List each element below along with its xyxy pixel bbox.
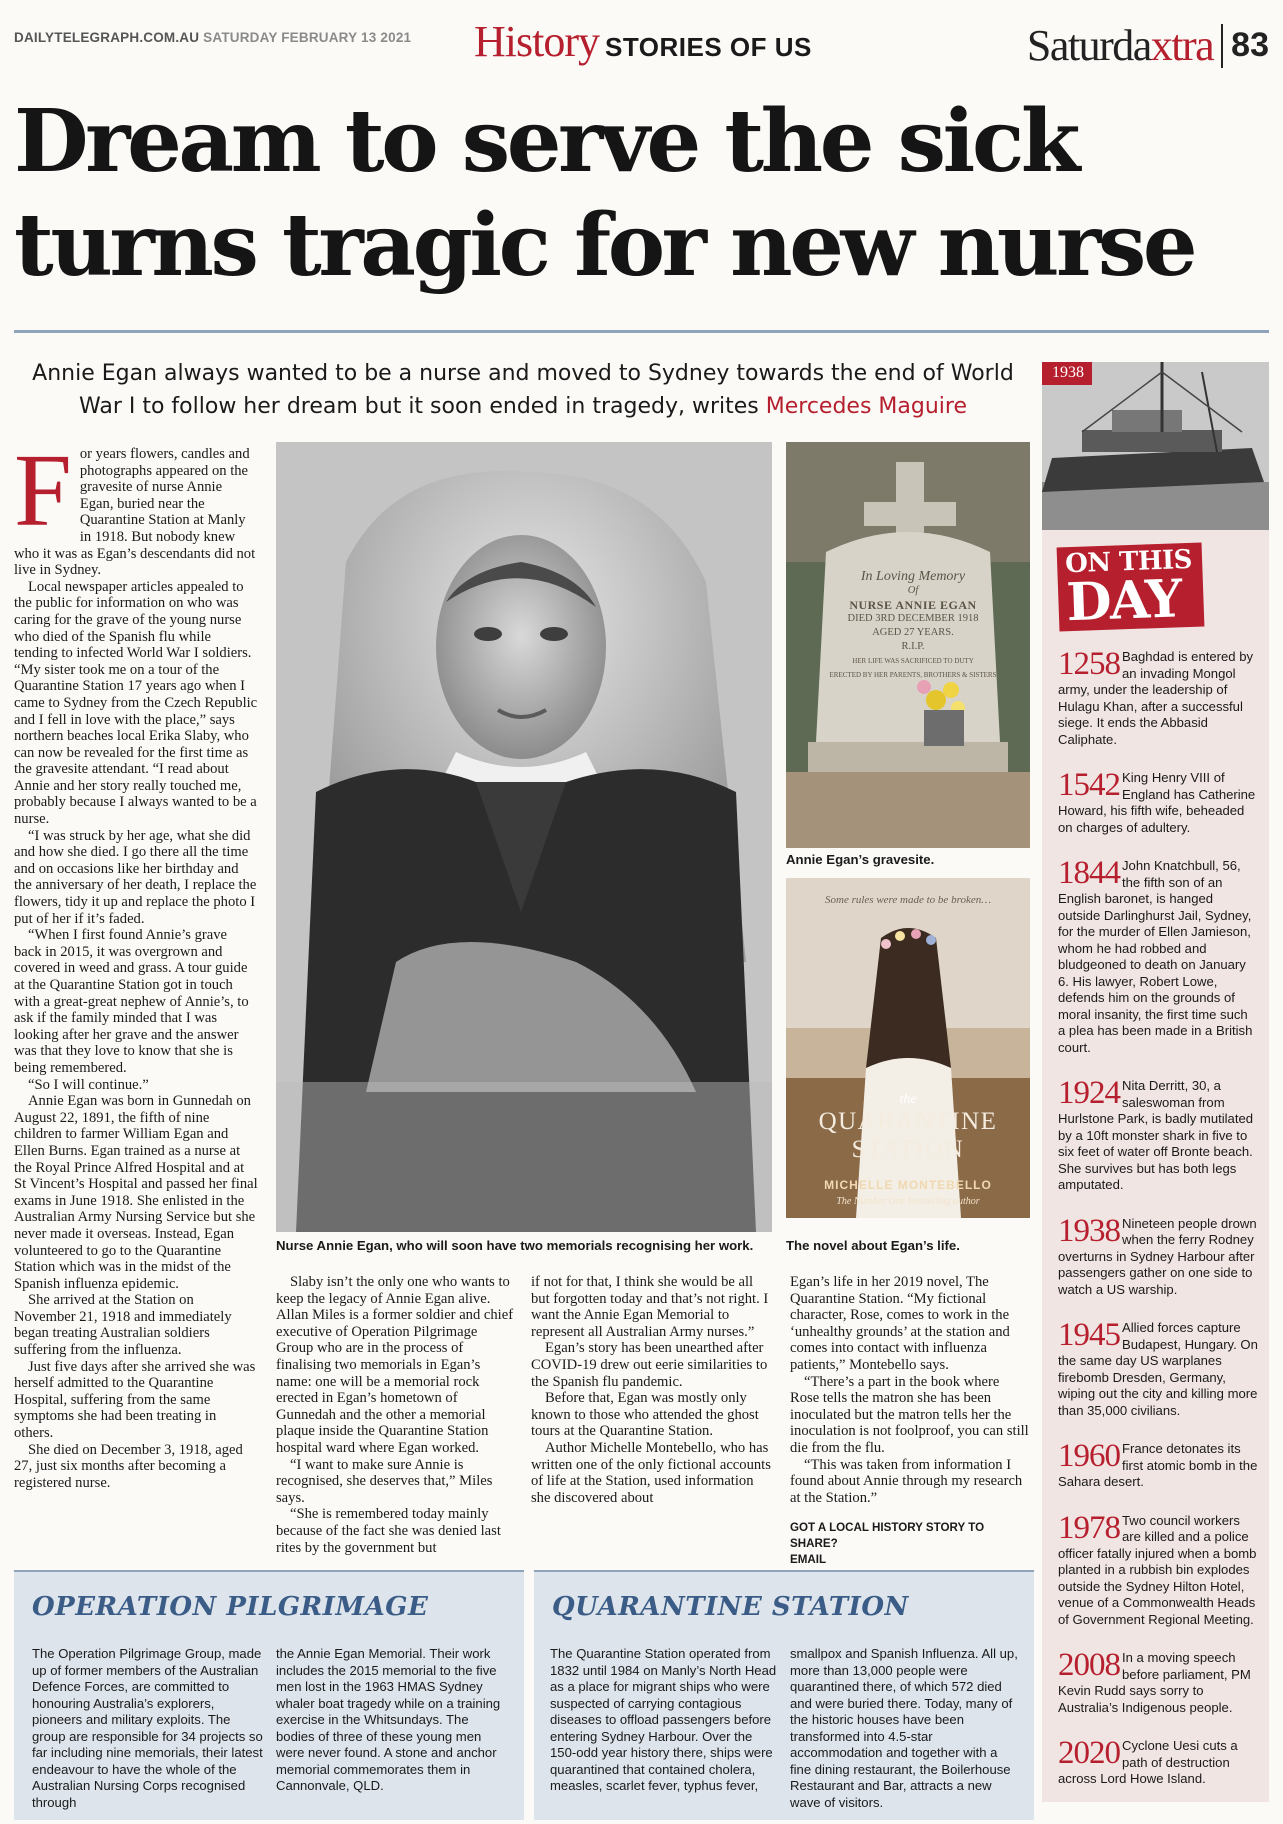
site-url: DAILYTELEGRAPH.COM.AU: [14, 30, 200, 45]
ferry-illustration: [1042, 362, 1269, 530]
paragraph: Local newspaper articles appealed to the public for information on who was caring for the grave of the young nurse who died of the Spanish flu while tending to infected World War I soldiers. “My sister took me on a tour of the Quarantine Station 17 years ago when I came to Sydney from the Czech Republic and I fell in love with the place,” says northern beaches local Erika Slaby, who can now be revealed for the first time as the gravesite attendant. “I read about Annie and her story really touched me, probably because I always wanted to be a nurse.: [14, 578, 258, 828]
masthead: [14, 18, 1269, 78]
entry-text: Baghdad is entered by an invading Mongol army, under the leadership of Hulagu Khan, after a successful siege. It ends the Abbasid Caliphate.: [1058, 649, 1254, 747]
timeline-entry: [1058, 646, 1258, 748]
brand-block: [1027, 20, 1269, 71]
on-this-day-badge: ON THIS DAY: [1057, 542, 1205, 631]
box-column-2: the Annie Egan Memorial. Their work includes the 2015 memorial to the five men lost in the 1963 HMAS Sydney whaler boat tragedy while on a training exercise in the Whitsundays. The bodies of three of these young men were never found. A stone and anchor memorial commemorates them in Cannonvale, QLD.: [276, 1646, 501, 1793]
paragraph: “I want to make sure Annie is recognised, she deserves that,” Miles says.: [276, 1456, 493, 1506]
entry-year: 1258: [1058, 646, 1120, 682]
entry-year: 1938: [1058, 1212, 1120, 1249]
timeline-entry: [1058, 1212, 1258, 1299]
entry-year: 1924: [1058, 1075, 1120, 1111]
paragraph: “She is remembered today mainly because of the fact she was denied last rites by the government but: [276, 1506, 501, 1556]
entry-year: 1542: [1058, 767, 1120, 803]
headline: [14, 90, 1274, 298]
section-header: [474, 16, 812, 67]
paragraph: Author Michelle Montebello, who has written one of the only fictional accounts of life at the Station, used information she discovered about: [531, 1439, 771, 1506]
entry-year: 1978: [1058, 1509, 1120, 1546]
entry-year: 1945: [1058, 1317, 1120, 1353]
ferry-photo: [1042, 362, 1269, 530]
entry-text: Cyclone Uesi cuts a path of destruction across Lord Howe Island.: [1058, 1738, 1238, 1786]
entry-text: In a moving speech before parliament, PM Kevin Rudd says sorry to Australia’s Indigenous people.: [1058, 1650, 1251, 1715]
entry-year: 1844: [1058, 855, 1120, 891]
book-tagline: Some rules were made to be broken…: [825, 894, 991, 906]
article-column-2: [276, 1274, 516, 1556]
entry-year: 2020: [1058, 1735, 1120, 1771]
on-this-day-sidebar: [1042, 362, 1269, 1802]
contact-prompt: GOT A LOCAL HISTORY STORY TO SHARE?: [790, 1521, 985, 1550]
paragraph: Slaby isn’t the only one who wants to keep the legacy of Annie Egan alive. Allan Miles is a former soldier and chief executive of Operation Pilgrimage Group who are in the process of finalising two memorials in Egan’s name: one will be a memorial rock erected in Egan’s hometown of Gunnedah and the other a memorial plaque inside the Quarantine Station hospital ward where Egan worked.: [276, 1274, 514, 1456]
box-title: OPERATION PILGRIMAGE: [32, 1592, 429, 1622]
timeline-entries: [1058, 646, 1258, 1810]
byline: Mercedes Maguire: [765, 394, 967, 419]
grave-inscription: In Loving Memory Of NURSE ANNIE EGAN DIED 3RD DECEMBER 1918 AGED 27 YEARS. R.I.P. HER LIFE WAS SACRIFICED TO DUTY ERECTED BY HER PARENTS, BROTHERS & SISTERS: [829, 569, 997, 679]
book-title-the: the: [899, 1092, 917, 1107]
paragraph: Before that, Egan was mostly only known to those who attended the ghost tours at the Quarantine Station.: [531, 1390, 759, 1440]
paragraph: Annie Egan was born in Gunnedah on August 22, 1891, the fifth of nine children to farmer William Egan and Ellen Burns. Egan trained as a nurse at the Royal Prince Alfred Hospital and at St Vincent’s Hospital and passed her final exams in June 1918. She enlisted in the Australian Army Nursing Service but she never made it overseas. Instead, Egan volunteered to go to the Quarantine Station which was in the midst of the Spanish influenza epidemic.: [14, 1093, 258, 1292]
paragraph: “So I will continue.”: [28, 1076, 149, 1093]
paragraph: She arrived at the Station on November 21, 1918 and immediately began treating Australian soldiers suffering from the influenza.: [14, 1292, 232, 1359]
entry-text: Nita Derritt, 30, a saleswoman from Hurlstone Park, is badly mutilated by a 10ft monster shark in five to six feet of water off Bronte beach. She survives but has both legs amputated.: [1058, 1078, 1254, 1192]
box-column-1: The Quarantine Station operated from 1832 until 1984 on Manly’s North Head as a place for migrant ships who were suspected of carrying contagious diseases to offload passengers before entering Sydney Harbour. Over the 150-odd year history there, ships were quarantined that contained cholera, measles, scarlet fever, typhus fever,: [550, 1646, 777, 1793]
entry-text: John Knatchbull, 56, the fifth son of an English baronet, is hanged outside Darlinghurst Jail, Sydney, for the murder of Ellen Jamieson, whom he had robbed and bludgeoned to death on January 6. His lawyer, Robert Lowe, defends him on the grounds of moral insanity, the first time such a plea has been made in a British court.: [1058, 858, 1253, 1055]
paragraph: “I was struck by her age, what she did and how she died. I go there all the time and on occasions like her birthday and the anniversary of her death, I replace the flowers, tidy it up and replace the photo I put of her if it’s faded.: [14, 827, 257, 927]
article-column-3: [531, 1274, 771, 1506]
timeline-entry: [1058, 1509, 1258, 1629]
paragraph: or years flowers, candles and photographs appeared on the gravesite of nurse Annie Egan, buried near the Quarantine Station at Manly in 1918. But nobody knew who it was as Egan’s descendants did not live in Sydney.: [14, 446, 256, 579]
book-cover-illustration: [786, 878, 1030, 1218]
paragraph: if not for that, I think she would be all but forgotten today and that’s not right. I want the Annie Egan Memorial to represent all Australian Army nurses.”: [531, 1274, 769, 1340]
standfirst-text: Annie Egan always wanted to be a nurse and moved to Sydney towards the end of World War I to follow her dream but it soon ended in tragedy, writes: [32, 361, 1014, 419]
timeline-entry: [1058, 1317, 1258, 1419]
paragraph: “When I first found Annie’s grave back in 2015, it was overgrown and covered in weed and grass. A tour guide at the Quarantine Station got in touch with a great-great nephew of Annie’s, to ask if the family minded that I was looking after her grave and the answer was that they love to know that she is being remembered.: [14, 927, 249, 1076]
timeline-entry: [1058, 1735, 1258, 1788]
photo-year-badge: 1938: [1042, 362, 1092, 385]
paragraph: “This was taken from information I found about Annie through my research at the Station.”: [790, 1456, 1023, 1506]
entry-text: Nineteen people drown when the ferry Rodney overturns in Sydney Harbour after passengers gather on one side to watch a US warship.: [1058, 1215, 1257, 1297]
brand-divider: [1221, 24, 1223, 68]
book-author: MICHELLE MONTEBELLO: [824, 1178, 992, 1192]
brand-logo: Saturdaxtra: [1026, 21, 1214, 70]
quarantine-station-box: [534, 1570, 1034, 1820]
paragraph: Just five days after she arrived she was herself admitted to the Quarantine Hospital, suffering from the same symptoms she had been treating in others.: [14, 1358, 256, 1442]
section-title: History: [474, 17, 599, 66]
section-subtitle: STORIES OF US: [605, 32, 812, 62]
nurse-portrait-photo: [276, 442, 772, 1232]
article-column-1: [14, 433, 258, 1491]
paragraph: She died on December 3, 1918, aged 27, just six months after becoming a registered nurse.: [14, 1441, 243, 1491]
timeline-entry: [1058, 1647, 1258, 1716]
book-cover-photo: [786, 878, 1030, 1218]
headline-line-2: turns tragic for new nurse: [14, 195, 1195, 296]
masthead-dateline: [14, 30, 411, 45]
paragraph: Egan’s story has been unearthed after COVID-19 drew out eerie similarities to the Spanish flu pandemic.: [531, 1340, 768, 1390]
paragraph: Egan’s life in her 2019 novel, The Quarantine Station. “My fictional character, Rose, comes to work in the ‘unhealthy grounds’ at the station and comes into contact with influenza patients,” Montebello says.: [790, 1274, 1010, 1373]
entry-year: 1960: [1058, 1438, 1120, 1474]
standfirst: [14, 357, 1032, 423]
entry-text: France detonates its first atomic bomb in the Sahara desert.: [1058, 1441, 1258, 1489]
contact-email[interactable]: EMAIL: [790, 1553, 826, 1566]
grave-photo-caption: Annie Egan’s gravesite.: [786, 852, 935, 867]
gravesite-photo: [786, 442, 1030, 848]
book-photo-caption: The novel about Egan’s life.: [786, 1238, 960, 1253]
timeline-entry: [1058, 767, 1258, 836]
timeline-entry: [1058, 1438, 1258, 1491]
paragraph: “There’s a part in the book where Rose tells the matron she has been inoculated but the matron tells her the inoculation is not foolproof, you can still die from the flu.: [790, 1373, 1029, 1456]
book-subtitle: The Number One bestselling author: [836, 1196, 980, 1207]
timeline-entry: [1058, 855, 1258, 1056]
entry-text: Allied forces capture Budapest, Hungary. On the same day US warplanes firebomb Dresden, Germany, wiping out the city and killing more than 35,000 civilians.: [1058, 1320, 1258, 1418]
entry-year: 2008: [1058, 1647, 1120, 1683]
timeline-entry: [1058, 1075, 1258, 1194]
headline-line-1: Dream to serve the sick: [14, 91, 1078, 192]
box-column-1: The Operation Pilgrimage Group, made up of former members of the Australian Defence Forces, are committed to honouring Australia’s explorers, pioneers and military exploits. The group are responsible for 34 projects so far including nine memorials, their latest endeavour to have the whole of the Australian Nursing Corps recognised through: [32, 1646, 263, 1810]
nurse-portrait-illustration: [276, 442, 772, 1232]
entry-text: Two council workers are killed and a police officer fatally injured when a bomb planted in a rubbish bin explodes outside the Sydney Hilton Hotel, venue of a Commonwealth Heads of Government Regional Meeting.: [1058, 1512, 1257, 1627]
headline-rule: [14, 330, 1269, 333]
drop-cap: F: [14, 433, 72, 548]
entry-text: King Henry VIII of England has Catherine Howard, his fifth wife, beheaded on charges of adultery.: [1058, 770, 1256, 835]
operation-pilgrimage-box: [14, 1570, 524, 1820]
issue-date: SATURDAY FEBRUARY 13 2021: [203, 30, 412, 45]
main-photo-caption: Nurse Annie Egan, who will soon have two memorials recognising her work.: [276, 1238, 754, 1253]
article-column-4: [790, 1274, 1032, 1506]
book-title: QUARANTINE STATION: [818, 1108, 998, 1163]
box-title: QUARANTINE STATION: [552, 1592, 909, 1622]
box-column-2: smallpox and Spanish Influenza. All up, more than 13,000 people were quarantined there, of which 572 died and were buried there. Today, many of the historic houses have been transformed into 4.5-star accommodation and together with a fine dining restaurant, the Boilerhouse Restaurant and Bar, attracts a new wave of visitors.: [790, 1646, 1018, 1810]
page-number: 83: [1231, 26, 1269, 64]
